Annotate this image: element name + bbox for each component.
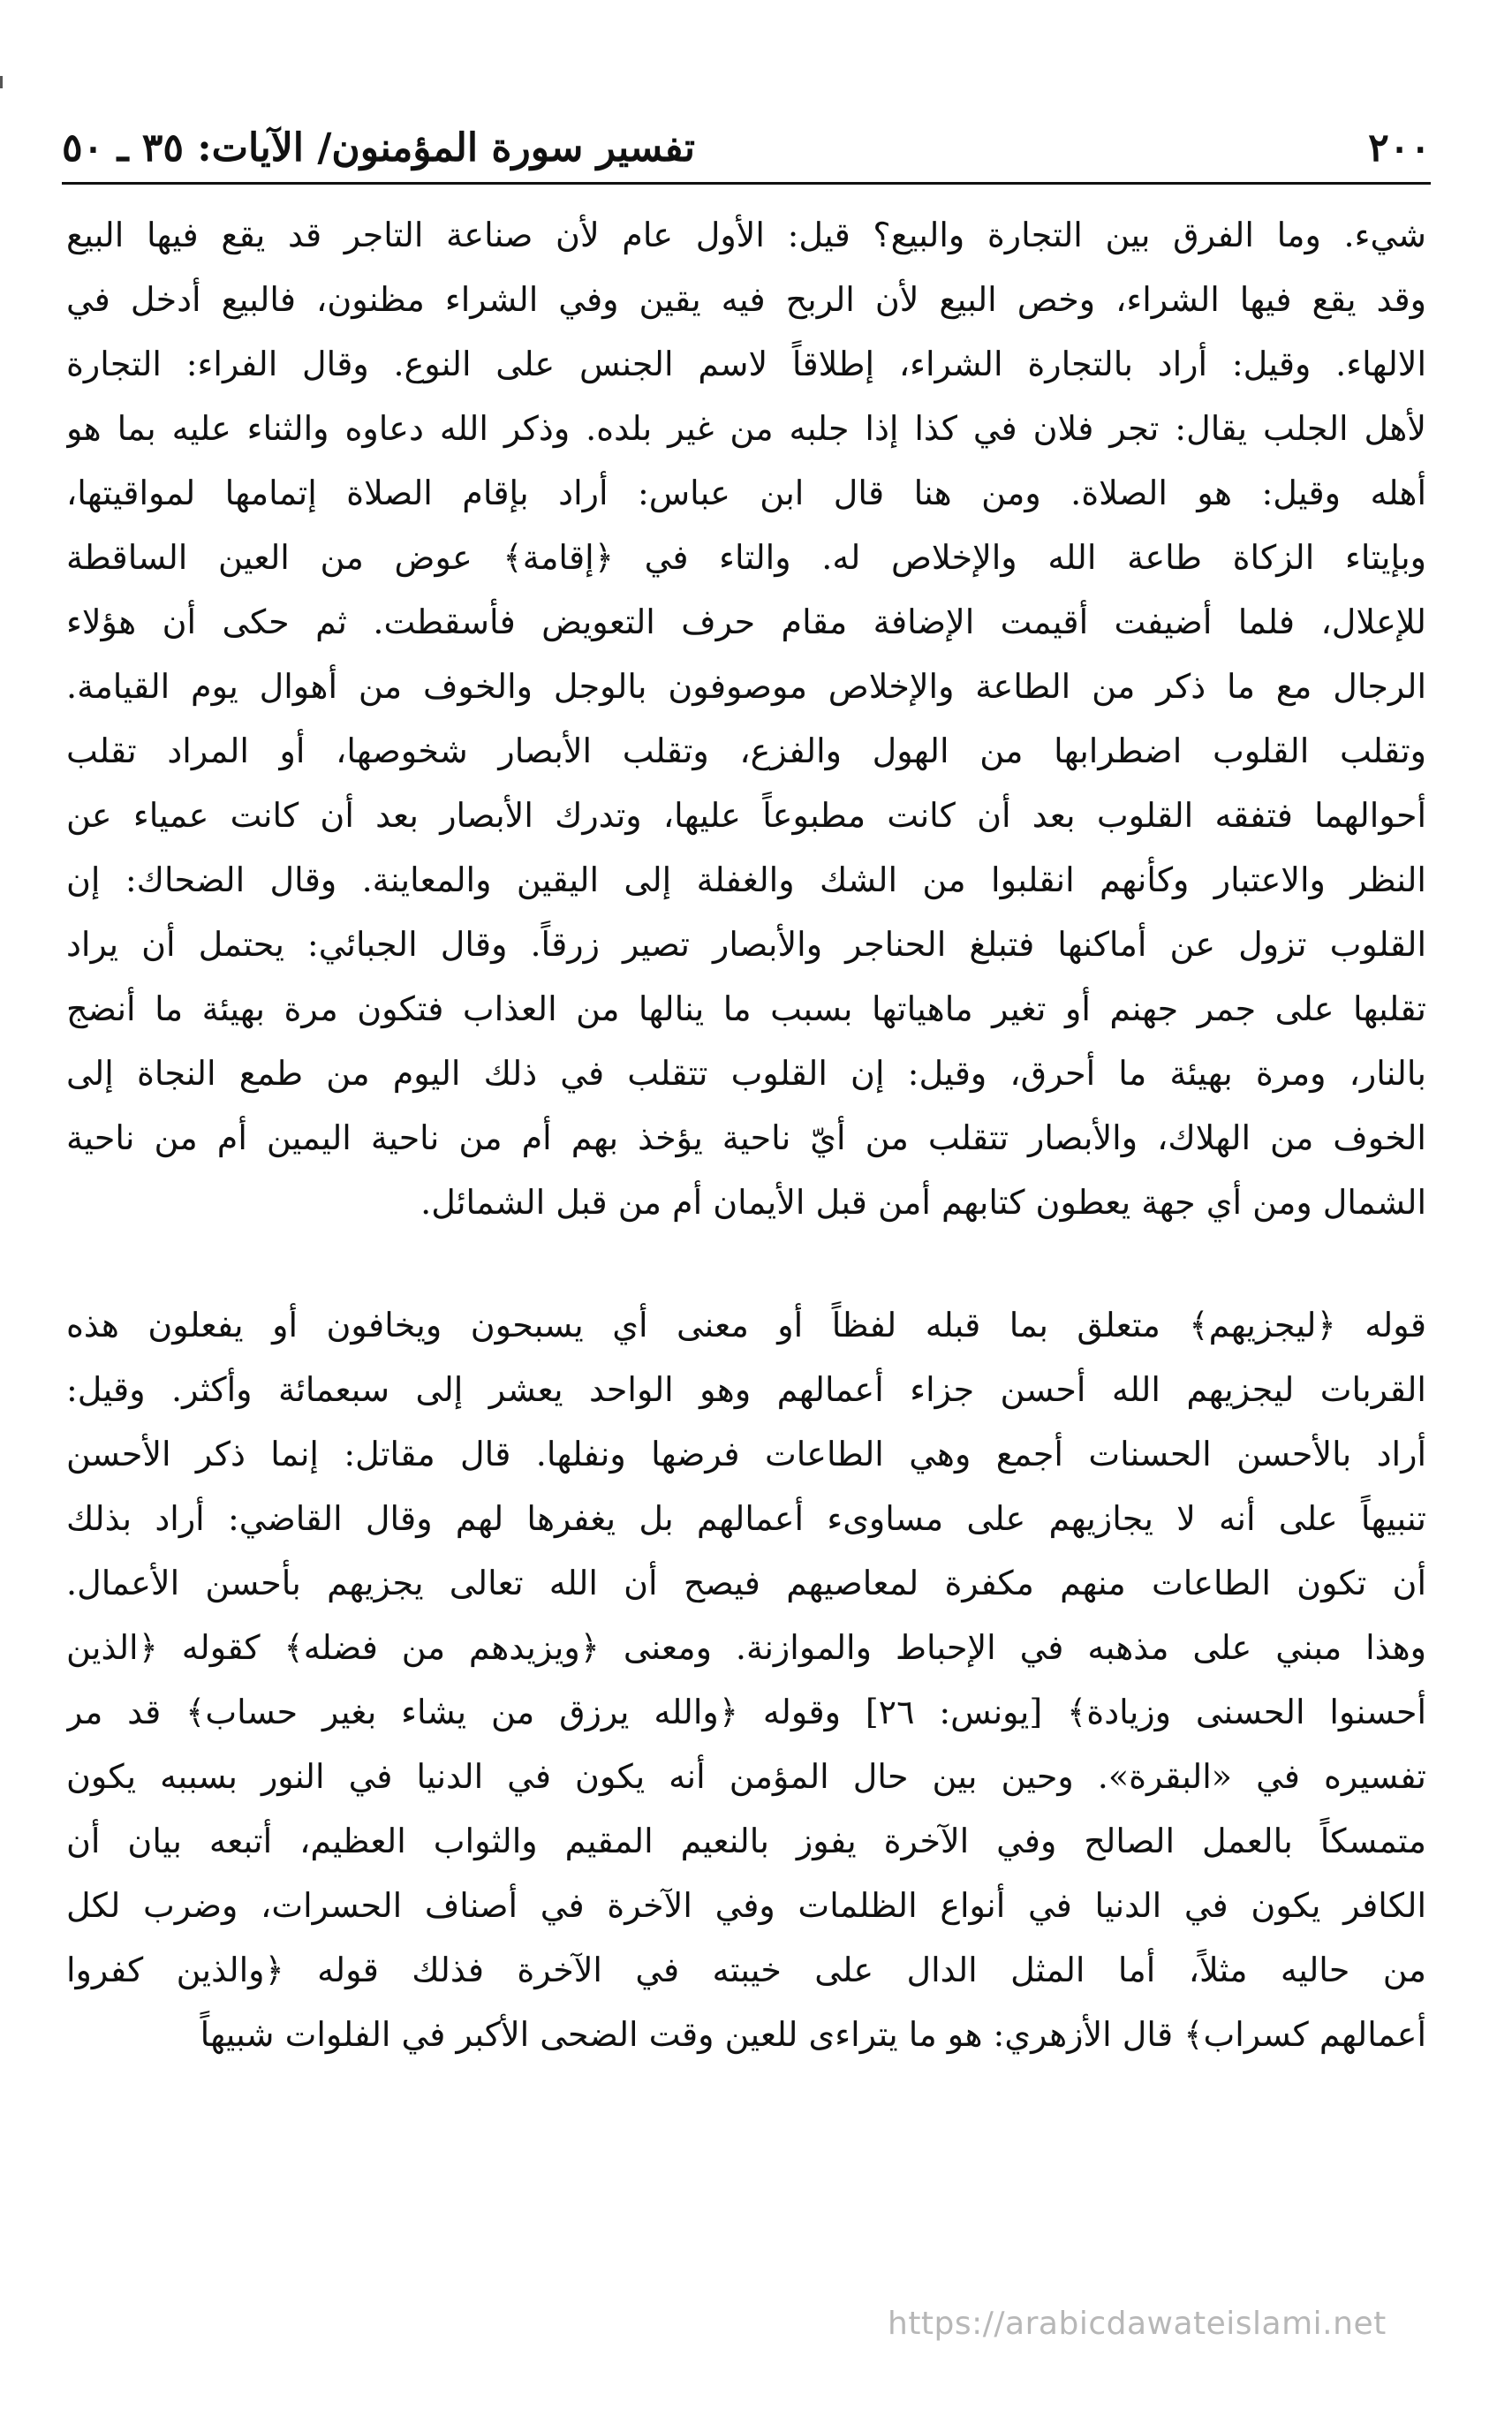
text-line: القربات ليجزيهم الله أحسن جزاء أعمالهم وهو الواحد يعشر إلى سبعمائة وأكثر. وقيل: [66,1370,1426,1409]
text-line: أهله وقيل: هو الصلاة. ومن هنا قال ابن عباس: أراد بإقام الصلاة إتمامها لمواقيتها، [66,473,1426,512]
text-line: قوله ﴿ليجزيهم﴾ متعلق بما قبله لفظاً أو معنى أي يسبحون ويخافون أو يفعلون هذه [66,1306,1426,1345]
text-line: شيء. وما الفرق بين التجارة والبيع؟ قيل: الأول عام لأن صناعة التاجر قد يقع فيها البيع [66,216,1426,254]
text-line: الالهاء. وقيل: أراد بالتجارة الشراء، إطلاقاً لاسم الجنس على النوع. وقال الفراء: التجارة [66,345,1426,383]
watermark-url: https://arabicdawateislami.net [888,2306,1387,2342]
text-line: متمسكاً بالعمل الصالح وفي الآخرة يفوز بالنعيم المقيم والثواب العظيم، أتبعه بيان أن [66,1822,1426,1860]
header-rule [62,182,1431,185]
text-line: أراد بالأحسن الحسنات أجمع وهي الطاعات فرضها ونفلها. قال مقاتل: إنما ذكر الأحسن [66,1435,1426,1473]
text-line: وتقلب القلوب اضطرابها من الهول والفزع، وتقلب الأبصار شخوصها، أو المراد تقلب [66,731,1426,770]
text-line: الشمال ومن أي جهة يعطون كتابهم أمن قبل الأيمان أم من قبل الشمائل. [420,1183,1426,1222]
text-line: وبإيتاء الزكاة طاعة الله والإخلاص له. والتاء في ﴿إقامة﴾ عوض من العين الساقطة [66,538,1426,577]
text-line: أعمالهم كسراب﴾ قال الأزهري: هو ما يتراءى للعين وقت الضحى الأكبر في الفلوات شبيهاً [200,2015,1426,2054]
text-line: للإعلال، فلما أضيفت أقيمت الإضافة مقام حرف التعويض فأسقطت. ثم حكى أن هؤلاء [66,602,1426,641]
text-line: بالنار، ومرة بهيئة ما أحرق، وقيل: إن القلوب تتقلب في ذلك اليوم من طمع النجاة إلى [66,1054,1426,1093]
text-line: النظر والاعتبار وكأنهم انقلبوا من الشك والغفلة إلى اليقين والمعاينة. وقال الضحاك: إن [66,860,1426,899]
paragraph-gap [66,1235,1426,1293]
paragraph-2 [66,1293,1426,2067]
text-line: أحسنوا الحسنى وزيادة﴾ [يونس: ٢٦] وقوله ﴿والله يرزق من يشاء بغير حساب﴾ قد مر [66,1693,1426,1731]
text-line: تقلبها على جمر جهنم أو تغير ماهياتها بسبب ما ينالها من العذاب فتكون مرة بهيئة ما أنضج [66,989,1426,1028]
text-line: الرجال مع ما ذكر من الطاعة والإخلاص موصوفون بالوجل والخوف من أهوال يوم القيامة. [66,667,1426,706]
body-text [66,203,1426,2067]
running-title: تفسير سورة المؤمنون/ الآيات: ٣٥ ـ ٥٠ [62,125,695,170]
text-line: لأهل الجلب يقال: تجر فلان في كذا إذا جلبه من غير بلده. وذكر الله دعاوه والثناء عليه بما هو [66,409,1426,448]
page-number: ٢٠٠ [1368,125,1431,170]
text-line: أحوالهما فتفقه القلوب بعد أن كانت مطبوعاً عليها، وتدرك الأبصار بعد أن كانت عمياء عن [66,796,1426,835]
text-line: القلوب تزول عن أماكنها فتبلغ الحناجر والأبصار تصير زرقاً. وقال الجبائي: يحتمل أن يراد [66,925,1426,964]
text-line: تنبيهاً على أنه لا يجازيهم على مساوىء أعمالهم بل يغفرها لهم وقال القاضي: أراد بذلك [66,1499,1426,1538]
text-line: وقد يقع فيها الشراء، وخص البيع لأن الربح فيه يقين وفي الشراء مظنون، فالبيع أدخل في [66,280,1426,319]
text-line: وهذا مبني على مذهبه في الإحباط والموازنة. ومعنى ﴿ويزيدهم من فضله﴾ كقوله ﴿الذين [66,1628,1426,1667]
text-line: أن تكون الطاعات منهم مكفرة لمعاصيهم فيصح أن الله تعالى يجزيهم بأحسن الأعمال. [66,1564,1426,1602]
page-header [62,125,1431,178]
paragraph-1 [66,203,1426,1235]
text-line: الكافر يكون في الدنيا في أنواع الظلمات وفي الآخرة في أصناف الحسرات، وضرب لكل [66,1886,1426,1925]
text-line: من حاليه مثلاً، أما المثل الدال على خيبته في الآخرة فذلك قوله ﴿والذين كفروا [66,1951,1426,1989]
text-line: الخوف من الهلاك، والأبصار تتقلب من أيّ ناحية يؤخذ بهم أم من ناحية اليمين أم من ناحية [66,1118,1426,1157]
scan-mark [0,76,3,88]
text-line: تفسيره في «البقرة». وحين بين حال المؤمن أنه يكون في الدنيا في النور بسببه يكون [66,1757,1426,1796]
